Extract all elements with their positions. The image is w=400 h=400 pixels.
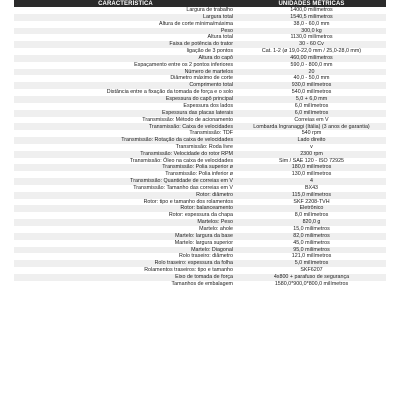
characteristic-cell: Rolo traseiro: diâmetro <box>178 253 233 260</box>
characteristic-cell: Rotor: espessura da chapa <box>168 212 233 219</box>
table-row <box>14 130 386 137</box>
characteristic-cell: Rolamentos traseiros: tipo e tamanho <box>144 267 233 274</box>
metric-value-cell: 45,0 milímetros <box>293 239 330 246</box>
characteristic-cell: Rolo traseiro: espessura da folha <box>154 260 233 267</box>
table-row <box>14 247 386 254</box>
table-row <box>14 274 386 281</box>
metric-value-cell: 180,0 milímetros <box>291 164 332 171</box>
metric-value-cell: 4x800 + parafuso de segurança <box>273 273 350 280</box>
table-row <box>14 62 386 69</box>
metric-value-cell: Lado direito <box>297 137 326 144</box>
metric-value-cell: 121,0 milímetros <box>291 253 332 260</box>
table-row <box>14 69 386 76</box>
table-row <box>14 7 386 14</box>
table-header <box>14 0 386 7</box>
characteristic-cell: Transmissão: Velocidade do rotor RPM <box>140 150 233 157</box>
table-row <box>14 89 386 96</box>
metric-value-cell: 20 <box>308 68 315 75</box>
characteristic-cell: Transmissão: Caixa de velocidades <box>148 123 233 130</box>
table-row <box>14 34 386 41</box>
metric-value-cell: SKF6207 <box>300 267 323 274</box>
metric-value-cell: 130,0 milímetros <box>291 171 332 178</box>
table-row <box>14 192 386 199</box>
header-metric-units: UNIDADES MÉTRICAS <box>278 0 345 7</box>
metric-value-cell: 95,0 milímetros <box>293 246 330 253</box>
metric-value-cell: 540,0 milímetros <box>291 89 332 96</box>
spec-table <box>14 0 386 288</box>
characteristic-cell: Martelo: ahole <box>199 226 233 232</box>
table-row <box>14 199 386 206</box>
metric-value-cell: 1400,0 milímetros <box>290 7 333 13</box>
metric-value-cell: 300,0 kg <box>301 27 322 34</box>
metric-value-cell: v <box>310 143 313 150</box>
table-row <box>14 75 386 82</box>
metric-value-cell: 5,0 + 6,0 mm <box>295 95 328 102</box>
characteristic-cell: Transmissão: Óleo na caixa de velocidades <box>129 157 233 164</box>
table-row <box>14 137 386 144</box>
table-row <box>14 178 386 185</box>
table-row <box>14 103 386 110</box>
metric-value-cell: 38,0 - 60,0 mm <box>293 20 330 27</box>
metric-value-cell: 82,0 milímetros <box>293 232 330 239</box>
metric-value-cell: 820,0 g <box>302 219 321 226</box>
characteristic-cell: Faixa de potência do trator <box>169 41 233 48</box>
table-row <box>14 48 386 55</box>
metric-value-cell: SKF 2208-TVH <box>293 198 330 205</box>
characteristic-cell: Transmissão: Método de acionamento <box>142 116 233 123</box>
metric-value-cell: 1580,0*900,0*800,0 milímetros <box>274 280 349 287</box>
metric-value-cell: 590,0 - 800,0 mm <box>290 61 333 68</box>
metric-value-cell: 40,0 - 50,0 mm <box>293 75 330 82</box>
table-row <box>14 123 386 130</box>
table-row <box>14 41 386 48</box>
characteristic-cell: Largura total <box>202 13 233 20</box>
table-row <box>14 151 386 158</box>
table-row <box>14 212 386 219</box>
characteristic-cell: Eixo de tomada de força <box>175 273 233 280</box>
table-row <box>14 171 386 178</box>
characteristic-cell: Espessura dos lados <box>183 102 233 109</box>
characteristic-cell: Distância entre a fixação da tomada de força e o solo <box>106 89 233 96</box>
table-row <box>14 144 386 151</box>
characteristic-cell: Espaçamento entre os 2 pontos inferiores <box>134 61 233 68</box>
characteristic-cell: Espessura do capô principal <box>165 95 233 102</box>
metric-value-cell: 930,0 milímetros <box>291 82 332 89</box>
table-row <box>14 164 386 171</box>
metric-value-cell: 1130,0 milímetros <box>290 34 333 41</box>
metric-value-cell: 30 - 60 Cv <box>299 41 324 48</box>
characteristic-cell: Martelo: Diagonal <box>191 246 233 253</box>
characteristic-cell: Rotor: diâmetro <box>196 191 233 198</box>
table-row <box>14 55 386 62</box>
metric-value-cell: Lombarda Ingranaggi (Itália) (3 anos de garantia) <box>253 123 370 130</box>
characteristic-cell: Transmissão: TDF <box>189 130 233 137</box>
table-row <box>14 240 386 247</box>
table-body <box>14 7 386 288</box>
characteristic-cell: Diâmetro máximo de corte <box>170 75 233 82</box>
table-row <box>14 226 386 233</box>
table-row <box>14 267 386 274</box>
metric-value-cell: 4 <box>310 178 313 185</box>
metric-value-cell: Sim / SAE 120 - ISO 72925 <box>278 157 345 164</box>
table-row <box>14 281 386 288</box>
characteristic-cell: Comprimento total <box>189 82 233 89</box>
table-row <box>14 110 386 117</box>
metric-value-cell: BX43 <box>304 184 319 191</box>
characteristic-cell: Transmissão: Rotação da caixa de velocidades <box>121 137 233 144</box>
metric-value-cell: 2300 rpm <box>300 150 323 157</box>
metric-value-cell: 540 rpm <box>301 130 322 137</box>
characteristic-cell: Transmissão: Quantidade de correias em V <box>130 178 233 185</box>
table-row <box>14 21 386 28</box>
table-row <box>14 96 386 103</box>
characteristic-cell: Martelos: Peso <box>197 219 233 226</box>
characteristic-cell: Tamanhos de embalagem <box>171 280 233 287</box>
table-row <box>14 158 386 165</box>
table-row <box>14 82 386 89</box>
characteristic-cell: ligação de 3 pontos <box>186 48 233 55</box>
characteristic-cell: Transmissão: Roda livre <box>175 143 233 150</box>
table-row <box>14 14 386 21</box>
metric-value-cell: 5,0 milímetros <box>294 260 329 267</box>
metric-value-cell: 8,0 milímetros <box>294 212 329 219</box>
table-row <box>14 28 386 35</box>
characteristic-cell: Largura de trabalho <box>186 7 233 13</box>
table-row <box>14 260 386 267</box>
table-row <box>14 117 386 124</box>
characteristic-cell: Altura total <box>207 34 233 41</box>
characteristic-cell: Transmissão: Polia inferior ø <box>165 171 233 178</box>
characteristic-cell: Altura do capô <box>198 54 233 61</box>
characteristic-cell: Transmissão: Tamanho das correias em V <box>133 184 233 191</box>
characteristic-cell: Peso <box>220 27 233 34</box>
characteristic-cell: Rotor: tipo e tamanho dos rolamentos <box>143 198 233 205</box>
metric-value-cell: Cat. 1-2 (ø 19,0-22,0 mm / 25,0-28,0 mm) <box>261 48 362 55</box>
table-row <box>14 219 386 226</box>
metric-value-cell: 6,0 milímetros <box>294 102 329 109</box>
metric-value-cell: 6,0 milímetros <box>294 109 329 116</box>
table-row <box>14 185 386 192</box>
characteristic-cell: Número de martelos <box>184 68 233 75</box>
characteristic-cell: Martelo: largura da base <box>175 232 233 239</box>
characteristic-cell: Altura de corte mínima/máxima <box>159 20 233 27</box>
metric-value-cell: Correias em V <box>294 116 329 123</box>
metric-value-cell: 115,0 milímetros <box>291 191 332 198</box>
characteristic-cell: Transmissão: Polia superior ø <box>162 164 233 171</box>
header-characteristic: CARACTERÍSTICA <box>98 0 153 7</box>
metric-value-cell: 460,00 milímetros <box>290 54 333 61</box>
metric-value-cell: 15,0 milímetros <box>293 226 330 232</box>
characteristic-cell: Martelo: largura superior <box>174 239 233 246</box>
table-row <box>14 233 386 240</box>
table-row <box>14 205 386 212</box>
characteristic-cell: Espessura das placas laterais <box>162 109 233 116</box>
metric-value-cell: 1540,5 milímetros <box>290 13 333 20</box>
characteristic-cell: Rotor: balanceamento <box>180 205 233 212</box>
table-row <box>14 253 386 260</box>
metric-value-cell: Eletrônico <box>299 205 324 212</box>
